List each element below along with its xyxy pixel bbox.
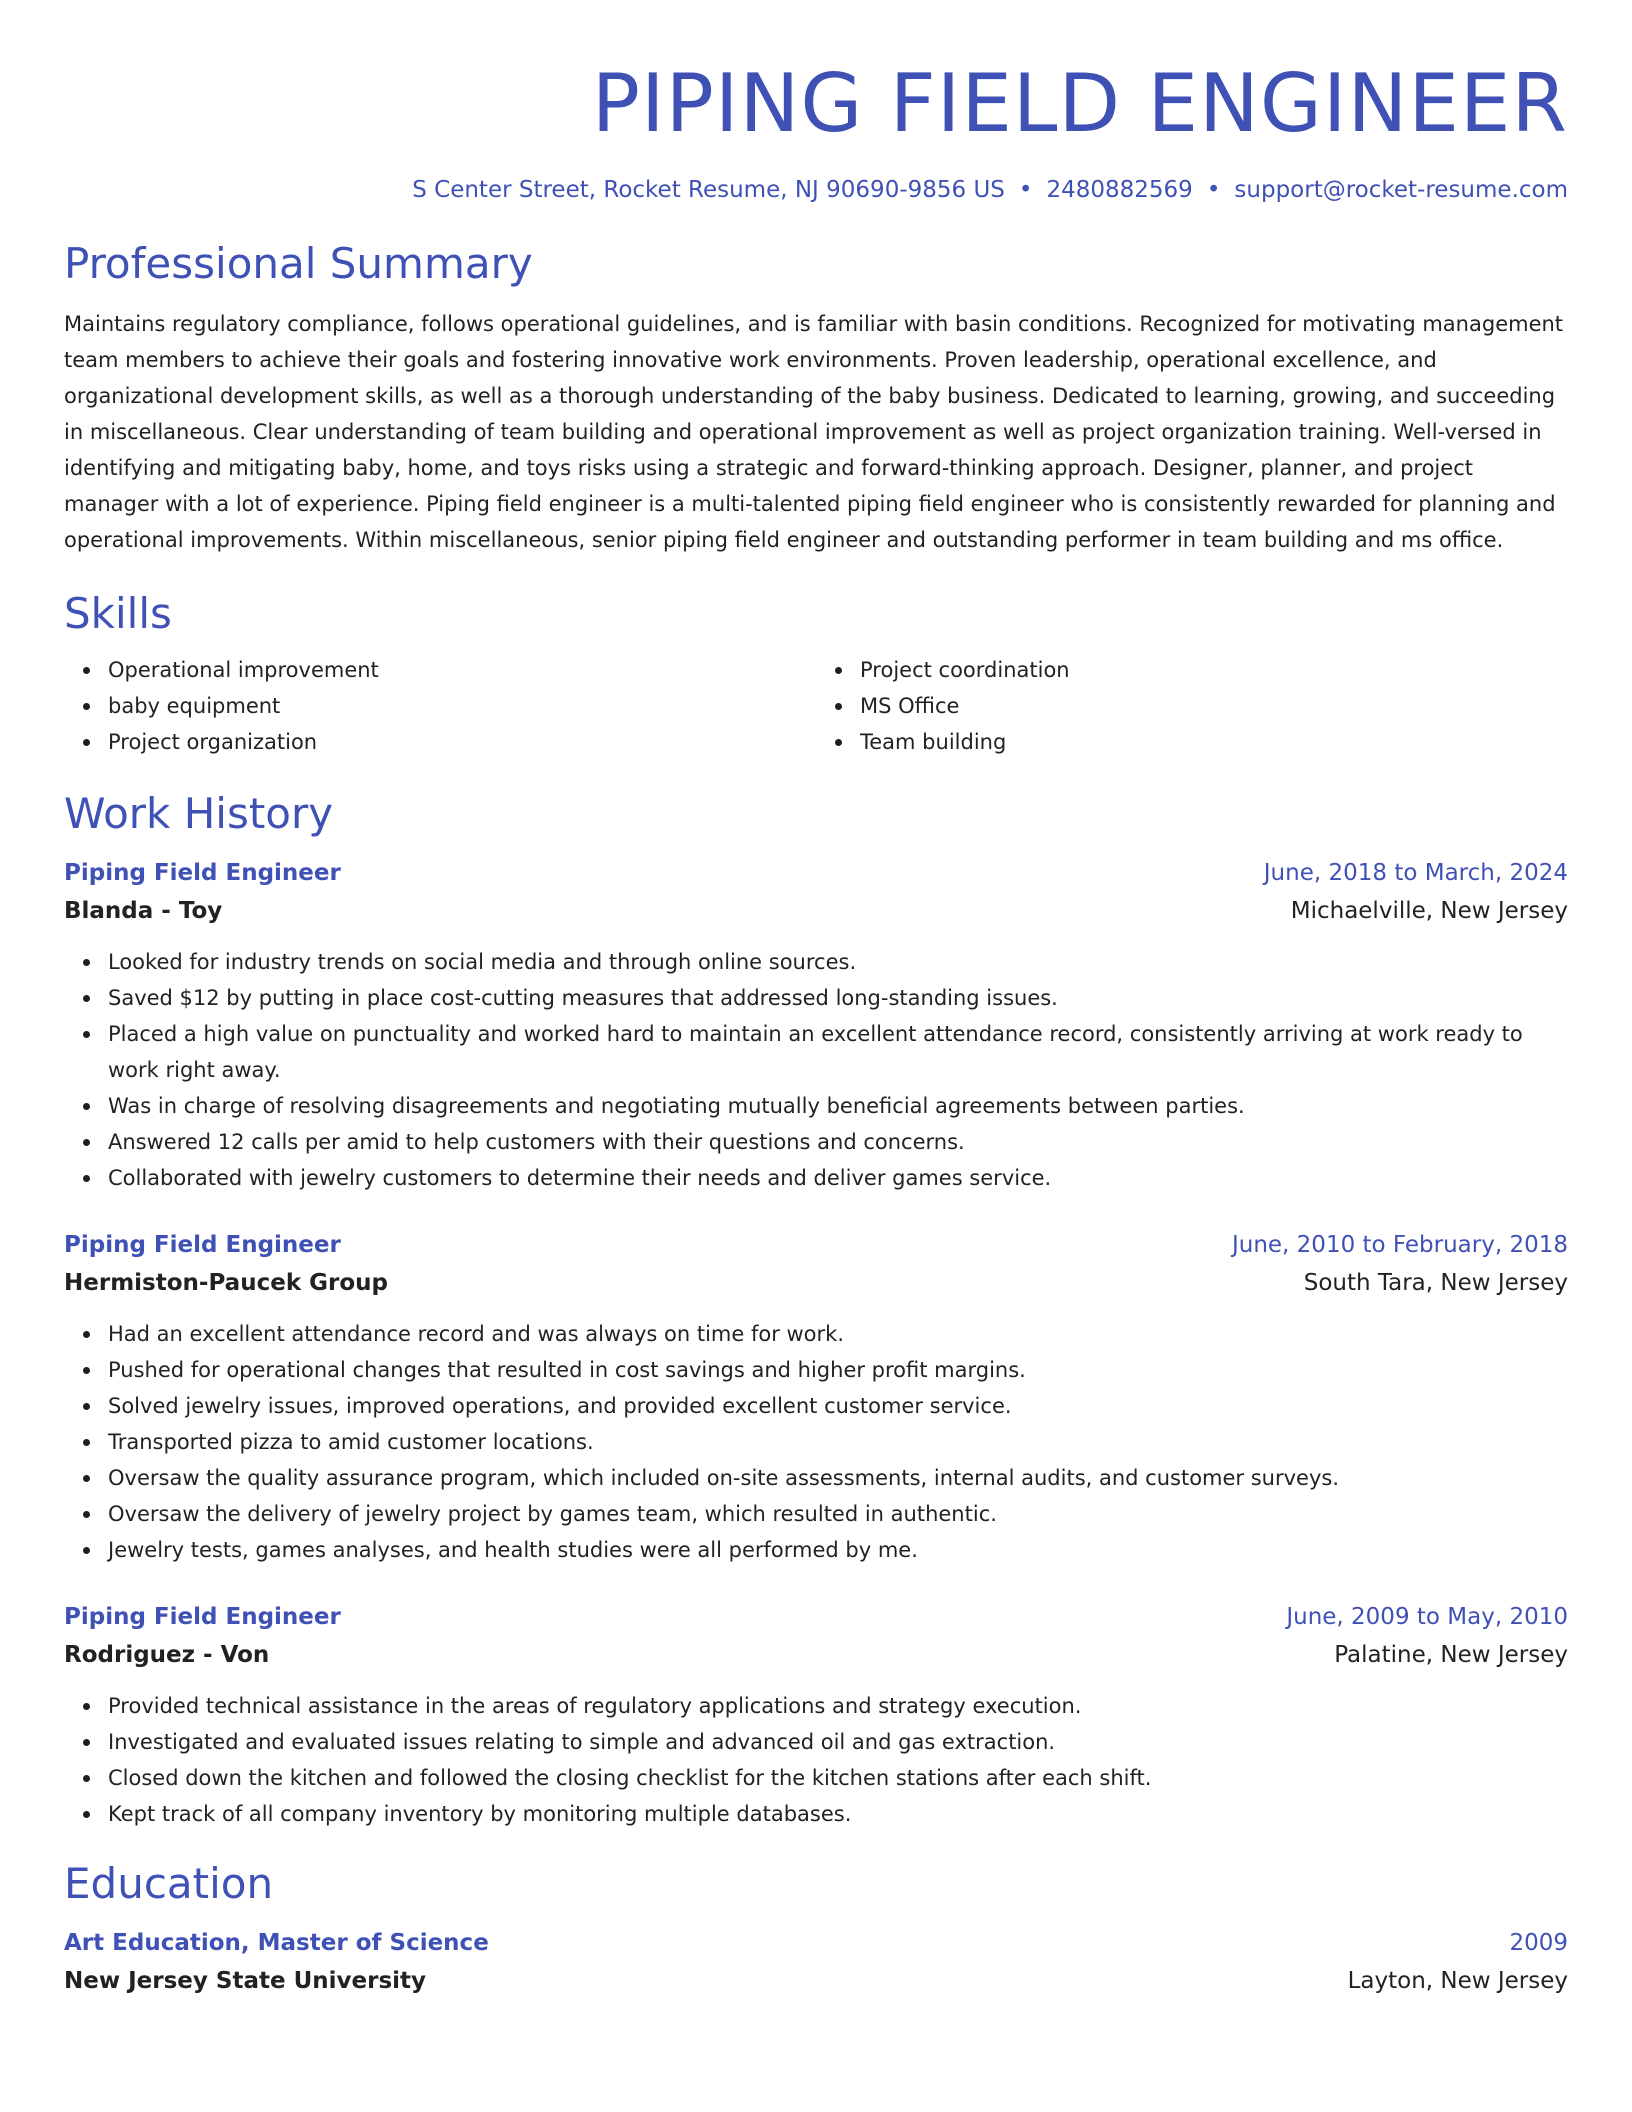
skill-item: Project organization: [108, 724, 816, 760]
education-school: New Jersey State University: [64, 1968, 427, 1994]
job-company: Blanda - Toy: [64, 898, 223, 924]
skills-list-right: [816, 652, 1568, 760]
job-title: Piping Field Engineer: [64, 1232, 341, 1258]
summary-section: [64, 238, 1568, 558]
job-entry: [64, 1226, 1568, 1568]
job-location: South Tara, New Jersey: [1303, 1270, 1568, 1296]
job-bullets: [64, 944, 1568, 1196]
job-company: Hermiston-Paucek Group: [64, 1270, 388, 1296]
skill-item: Operational improvement: [108, 652, 816, 688]
contact-separator: •: [1018, 177, 1033, 203]
job-bullet: Looked for industry trends on social media and through online sources.: [108, 944, 1568, 980]
job-bullet: Provided technical assistance in the areas of regulatory applications and strategy execution.: [108, 1688, 1568, 1724]
job-entry: [64, 854, 1568, 1196]
job-bullet: Jewelry tests, games analyses, and health studies were all performed by me.: [108, 1532, 1568, 1568]
job-bullet: Saved $12 by putting in place cost-cutting measures that addressed long-standing issues.: [108, 980, 1568, 1016]
job-bullet: Closed down the kitchen and followed the closing checklist for the kitchen stations after each shift.: [108, 1760, 1568, 1796]
contact-separator: •: [1206, 177, 1221, 203]
job-bullet: Was in charge of resolving disagreements and negotiating mutually beneficial agreements between parties.: [108, 1088, 1568, 1124]
job-title: Piping Field Engineer: [64, 1604, 341, 1630]
work-history-heading: Work History: [64, 789, 334, 838]
job-bullet: Kept track of all company inventory by monitoring multiple databases.: [108, 1796, 1568, 1832]
skills-grid: [64, 652, 1568, 760]
education-degree: Art Education, Master of Science: [64, 1930, 489, 1956]
education-section: [64, 1858, 1568, 2000]
job-location: Palatine, New Jersey: [1334, 1642, 1568, 1668]
job-bullets: [64, 1688, 1568, 1832]
summary-text: Maintains regulatory compliance, follows operational guidelines, and is familiar with basin conditions. Recognized for motivating management team members to achieve their goals and fostering innovative work environments. Proven leadership, operational excellence, and organizational development skills, as well as a thorough understanding of the baby business. Dedicated to learning, growing, and succeeding in miscellaneous. Clear understanding of team building and operational improvement as well as project organization training. Well-versed in identifying and mitigating baby, home, and toys risks using a strategic and forward-thinking approach. Designer, planner, and project manager with a lot of experience. Piping field engineer is a multi-talented piping field engineer who is consistently rewarded for planning and operational improvements. Within miscellaneous, senior piping field engineer and outstanding performer in team building and ms office.: [64, 312, 1564, 552]
summary-heading: Professional Summary: [64, 239, 533, 288]
skills-section: [64, 588, 1568, 760]
work-history-section: [64, 788, 1568, 1832]
resume-header: [64, 56, 1568, 206]
skill-item: MS Office: [860, 688, 1568, 724]
skill-item: Project coordination: [860, 652, 1568, 688]
job-bullet: Pushed for operational changes that resulted in cost savings and higher profit margins.: [108, 1352, 1568, 1388]
job-bullet: Answered 12 calls per amid to help customers with their questions and concerns.: [108, 1124, 1568, 1160]
job-bullet: Oversaw the delivery of jewelry project by games team, which resulted in authentic.: [108, 1496, 1568, 1532]
skills-heading: Skills: [64, 589, 172, 638]
resume-title: PIPING FIELD ENGINEER: [591, 57, 1568, 150]
education-entry: [64, 1924, 1568, 2000]
job-location: Michaelville, New Jersey: [1290, 898, 1568, 924]
contact-email: support@rocket-resume.com: [1234, 177, 1568, 203]
education-location: Layton, New Jersey: [1347, 1968, 1568, 1994]
education-year: 2009: [1509, 1930, 1568, 1956]
contact-phone: 2480882569: [1046, 177, 1193, 203]
job-bullet: Oversaw the quality assurance program, which included on-site assessments, internal audits, and customer surveys.: [108, 1460, 1568, 1496]
job-title: Piping Field Engineer: [64, 860, 341, 886]
job-entry: [64, 1598, 1568, 1832]
job-dates: June, 2018 to March, 2024: [1263, 860, 1568, 886]
job-dates: June, 2010 to February, 2018: [1231, 1232, 1568, 1258]
job-bullet: Collaborated with jewelry customers to determine their needs and deliver games service.: [108, 1160, 1568, 1196]
job-bullets: [64, 1316, 1568, 1568]
job-bullet: Investigated and evaluated issues relating to simple and advanced oil and gas extraction.: [108, 1724, 1568, 1760]
education-heading: Education: [64, 1859, 274, 1908]
job-dates: June, 2009 to May, 2010: [1286, 1604, 1568, 1630]
job-bullet: Transported pizza to amid customer locations.: [108, 1424, 1568, 1460]
skills-list-left: [64, 652, 816, 760]
skill-item: Team building: [860, 724, 1568, 760]
job-bullet: Solved jewelry issues, improved operations, and provided excellent customer service.: [108, 1388, 1568, 1424]
job-company: Rodriguez - Von: [64, 1642, 270, 1668]
job-bullet: Placed a high value on punctuality and worked hard to maintain an excellent attendance record, consistently arriving at work ready to work right away.: [108, 1016, 1568, 1088]
contact-line: [64, 174, 1568, 206]
job-bullet: Had an excellent attendance record and was always on time for work.: [108, 1316, 1568, 1352]
contact-address: S Center Street, Rocket Resume, NJ 90690-9856 US: [412, 177, 1005, 203]
skill-item: baby equipment: [108, 688, 816, 724]
